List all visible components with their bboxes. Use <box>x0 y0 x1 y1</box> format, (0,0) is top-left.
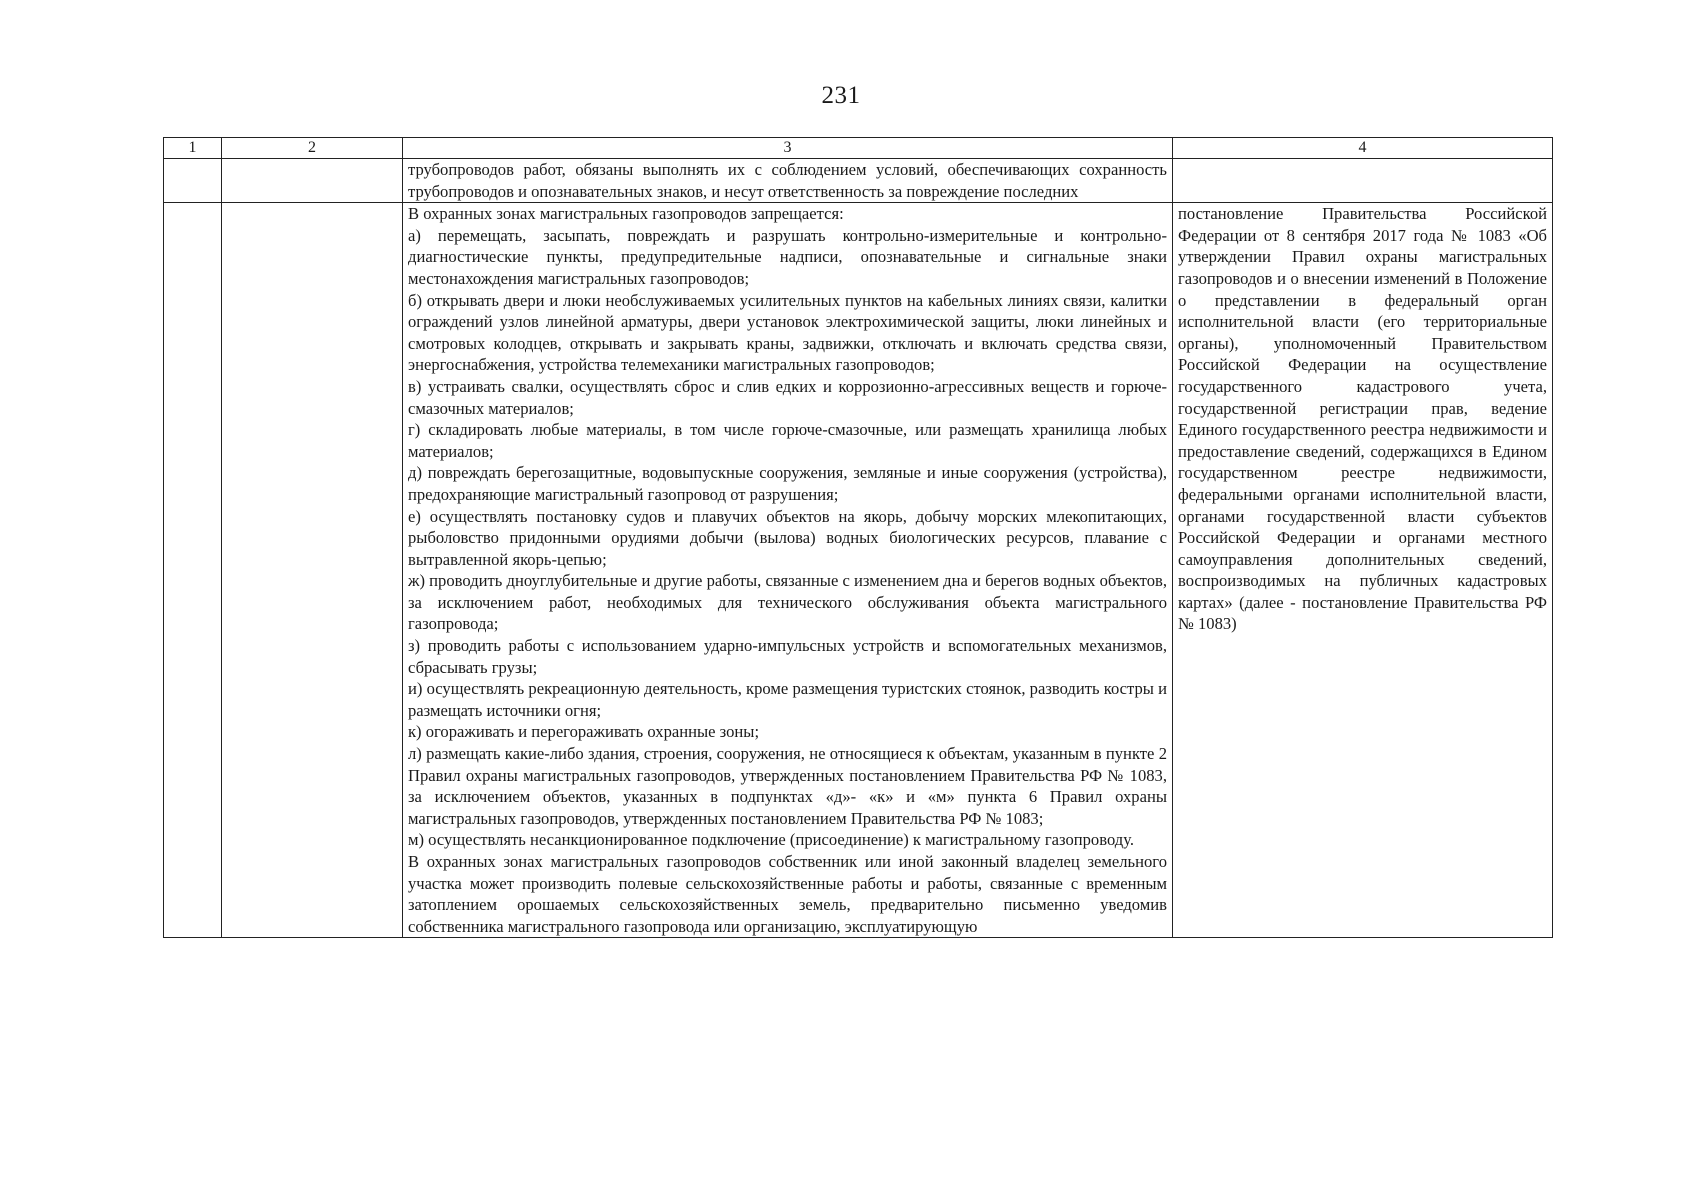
document-table <box>163 137 1553 938</box>
row1-col-2 <box>222 159 403 203</box>
list-item: з) проводить работы с использованием ударно-импульсных устройств и вспомогательных механизмов, сбрасывать грузы; <box>408 636 1167 677</box>
list-item: м) осуществлять несанкционированное подключение (присоединение) к магистральному газопроводу. <box>408 830 1134 850</box>
list-item: в) устраивать свалки, осуществлять сброс и слив едких и коррозионно-агрессивных веществ и горюче-смазочных материалов; <box>408 376 1167 418</box>
list-item: л) размещать какие-либо здания, строения, сооружения, не относящиеся к объектам, указанным в пункте 2 Правил охраны магистральных газопроводов, утвержденных постановлением Правительства РФ № 1083, за исключением объектов, указанных в подпунктах «д»- «к» и «м» пункта 6 Правил охраны магистральных газопроводов, утвержденных постановлением Правительства РФ № 1083; <box>408 744 1167 828</box>
table-header-row <box>164 138 1553 159</box>
row2-col-2 <box>222 203 403 938</box>
header-col-3: 3 <box>403 138 1173 159</box>
row1-col-1 <box>164 159 222 203</box>
list-item: ж) проводить дноуглубительные и другие работы, связанные с изменением дна и берегов водных объектов, за исключением работ, необходимых для технического обслуживания объекта магистрального газопровода; <box>408 571 1167 634</box>
header-col-1: 1 <box>164 138 222 159</box>
row2-col-4 <box>1173 203 1553 938</box>
table-row <box>164 203 1553 938</box>
page-number: 231 <box>821 82 861 109</box>
list-item: г) складировать любые материалы, в том числе горюче-смазочные, или размещать хранилища любых материалов; <box>408 420 1167 461</box>
row2-col-1 <box>164 203 222 938</box>
row1-col-3 <box>403 159 1173 203</box>
list-item: и) осуществлять рекреационную деятельность, кроме размещения туристских стоянок, разводить костры и размещать источники огня; <box>408 679 1167 720</box>
list-item: а) перемещать, засыпать, повреждать и разрушать контрольно-измерительные и контрольно-диагностические пункты, предупредительные надписи, опознавательные и сигнальные знаки местонахождения магистральных газопроводов; <box>408 225 1167 288</box>
header-col-4: 4 <box>1173 138 1553 159</box>
landowner-paragraph: В охранных зонах магистральных газопроводов собственник или иной законный владелец земельного участка может производить полевые сельскохозяйственные работы и работы, связанные с временным затоплением орошаемых сельскохозяйственных земель, предварительно письменно уведомив собственника магистрального газопровода или организацию, эксплуатирующую <box>408 852 1167 936</box>
prohibitions-list <box>408 225 1167 851</box>
list-item: к) огораживать и перегораживать охранные зоны; <box>408 722 760 742</box>
prohibitions-intro: В охранных зонах магистральных газопроводов запрещается: <box>408 204 844 224</box>
list-item: д) повреждать берегозащитные, водовыпускные сооружения, земляные и иные сооружения (устройства), предохраняющие магистральный газопровод от разрушения; <box>408 463 1167 504</box>
row1-col-4 <box>1173 159 1553 203</box>
header-col-2: 2 <box>222 138 403 159</box>
table-row <box>164 159 1553 203</box>
legal-basis-text: постановление Правительства Российской Федерации от 8 сентября 2017 года № 1083 «Об утверждении Правил охраны магистральных газопроводов и о внесении изменений в Положение о представлении в федеральный орган исполнительной власти (его территориальные органы), уполномоченный Правительством Российской Федерации на осуществление государственного кадастрового учета, государственной регистрации прав, ведение Единого государственного реестра недвижимости и предоставление сведений, содержащихся в Едином государственном реестре недвижимости, федеральными органами исполнительной власти, органами государственной власти субъектов Российской Федерации и органами местного самоуправления дополнительных сведений, воспроизводимых на публичных кадастровых картах» (далее - постановление Правительства РФ № 1083) <box>1178 204 1547 634</box>
row2-col-3 <box>403 203 1173 938</box>
list-item: б) открывать двери и люки необслуживаемых усилительных пунктов на кабельных линиях связи, калитки ограждений узлов линейной арматуры, двери установок электрохимической защиты, люки линейных и смотровых колодцев, открывать и закрывать краны, задвижки, отключать и включать средства связи, энергоснабжения, устройства телемеханики магистральных газопроводов; <box>408 290 1167 375</box>
row1-text: трубопроводов работ, обязаны выполнять их с соблюдением условий, обеспечивающих сохранность трубопроводов и опознавательных знаков, и несут ответственность за повреждение последних <box>408 160 1167 201</box>
list-item: е) осуществлять постановку судов и плавучих объектов на якорь, добычу морских млекопитающих, рыболовство придонными орудиями добычи (вылова) водных биологических ресурсов, плавание с вытравленной якорь-цепью; <box>408 506 1167 569</box>
